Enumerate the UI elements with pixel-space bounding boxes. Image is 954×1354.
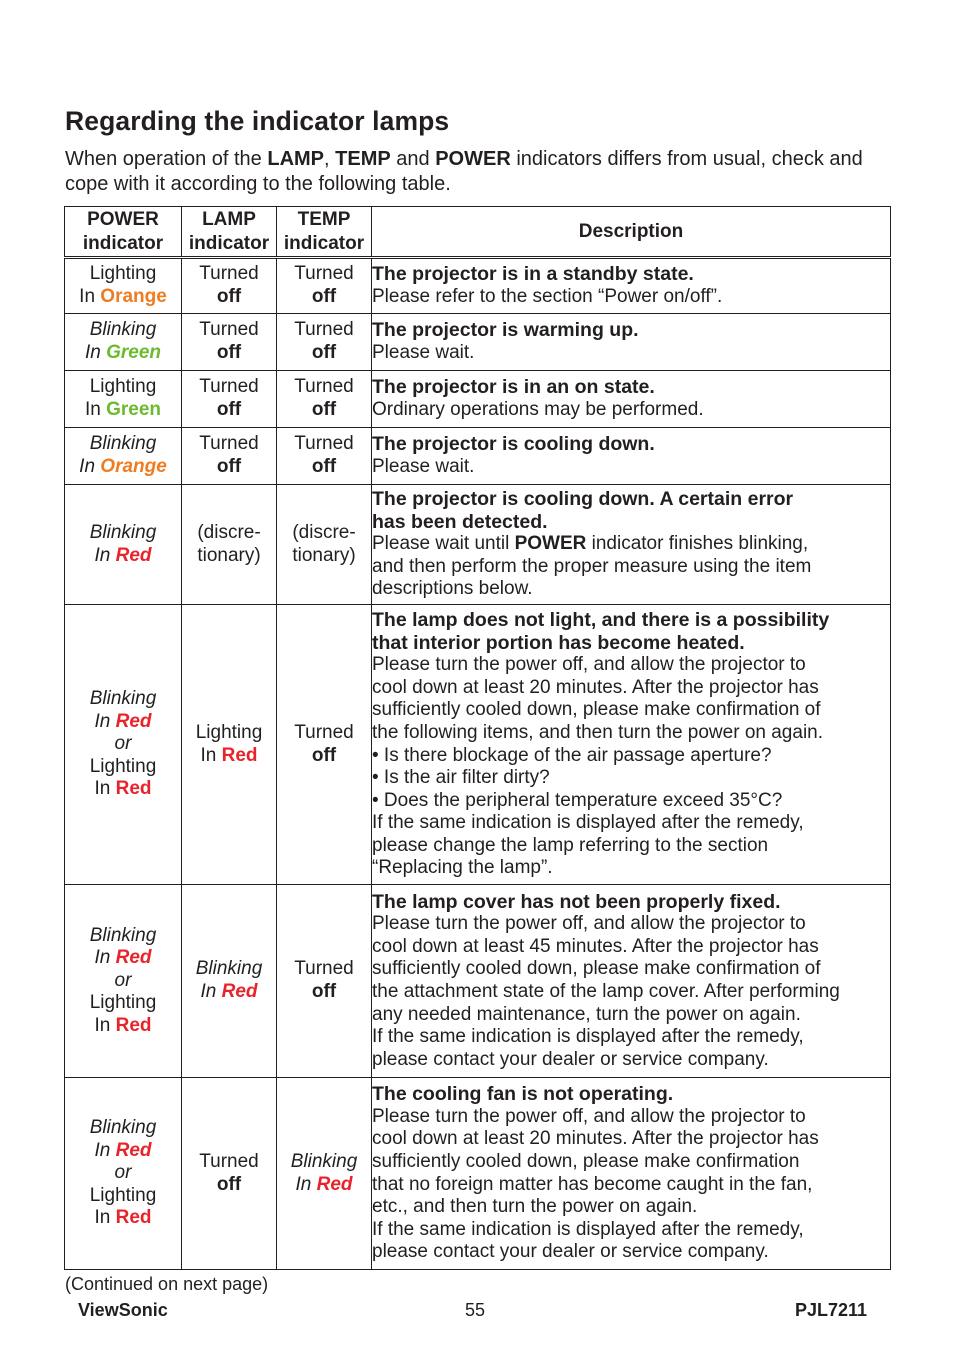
table-row <box>65 485 891 605</box>
lamp-state: Turned off <box>182 428 277 485</box>
continued-note: (Continued on next page) <box>65 1274 269 1294</box>
lamp-state: Turned off <box>182 1078 277 1270</box>
table-header-row <box>65 207 891 258</box>
description: The projector is warming up. Please wait. <box>372 314 891 371</box>
description: The lamp does not light, and there is a possibility that interior portion has become heated. Please turn the power off, and allow the projector to cool down at least 20 minutes. After the projector has sufficiently cooled down, please make confirmation of the following items, and then turn the power on again. • Is there blockage of the air passage aperture? • Is the air filter dirty? • Does the peripheral temperature exceed 35°C? If the same indication is displayed after the remedy, please change the lamp referring to the section “Replacing the lamp”. <box>372 605 891 885</box>
description: The projector is in an on state. Ordinary operations may be performed. <box>372 371 891 428</box>
description: The cooling fan is not operating. Please turn the power off, and allow the projector to cool down at least 20 minutes. After the projector has sufficiently cooled down, please make confirmation that no foreign matter has become caught in the fan, etc., and then turn the power on again. If the same indication is displayed after the remedy, please contact your dealer or service company. <box>372 1078 891 1270</box>
temp-state: Turned off <box>277 885 372 1078</box>
lamp-state: Blinking In Red <box>182 885 277 1078</box>
temp-state: Turned off <box>277 428 372 485</box>
description: The projector is cooling down. A certain error has been detected. Please wait until POWER indicator finishes blinking, and then perform the proper measure using the item descriptions below. <box>372 485 891 605</box>
power-state: Lighting In Green <box>65 371 182 428</box>
intro-paragraph: When operation of the LAMP, TEMP and POWER indicators differs from usual, check and cope with it according to the following table. <box>65 148 863 195</box>
lamp-state: (discre- tionary) <box>182 485 277 605</box>
temp-state: Turned off <box>277 371 372 428</box>
table-row <box>65 885 891 1078</box>
power-state: Blinking In Red or Lighting In Red <box>65 1078 182 1270</box>
lamp-state: Turned off <box>182 258 277 314</box>
power-state: Blinking In Red or Lighting In Red <box>65 885 182 1078</box>
power-state: Blinking In Red or Lighting In Red <box>65 605 182 885</box>
description: The projector is cooling down. Please wait. <box>372 428 891 485</box>
temp-state: (discre- tionary) <box>277 485 372 605</box>
temp-state: Turned off <box>277 605 372 885</box>
temp-state: Turned off <box>277 314 372 371</box>
page-title: Regarding the indicator lamps <box>65 106 450 136</box>
lamp-state: Turned off <box>182 314 277 371</box>
header-description: Description <box>372 207 891 258</box>
table-row <box>65 428 891 485</box>
indicator-table <box>64 206 891 1270</box>
footer-model: PJL7211 <box>795 1300 868 1320</box>
header-temp: TEMP indicator <box>277 207 372 258</box>
description: The lamp cover has not been properly fixed. Please turn the power off, and allow the projector to cool down at least 45 minutes. After the projector has sufficiently cooled down, please make confirmation of the attachment state of the lamp cover. After performing any needed maintenance, turn the power on again. If the same indication is displayed after the remedy, please contact your dealer or service company. <box>372 885 891 1078</box>
header-lamp: LAMP indicator <box>182 207 277 258</box>
footer-brand: ViewSonic <box>78 1300 168 1320</box>
table-row <box>65 605 891 885</box>
temp-state: Blinking In Red <box>277 1078 372 1270</box>
header-power: POWER indicator <box>65 207 182 258</box>
power-state: Blinking In Red <box>65 485 182 605</box>
table-row <box>65 371 891 428</box>
page-number: 55 <box>465 1300 486 1320</box>
lamp-state: Lighting In Red <box>182 605 277 885</box>
table-row <box>65 314 891 371</box>
lamp-state: Turned off <box>182 371 277 428</box>
temp-state: Turned off <box>277 258 372 314</box>
power-state: Blinking In Orange <box>65 428 182 485</box>
power-state: Blinking In Green <box>65 314 182 371</box>
power-state: Lighting In Orange <box>65 258 182 314</box>
table-row <box>65 1078 891 1270</box>
description: The projector is in a standby state. Please refer to the section “Power on/off”. <box>372 258 891 314</box>
table-row <box>65 258 891 314</box>
